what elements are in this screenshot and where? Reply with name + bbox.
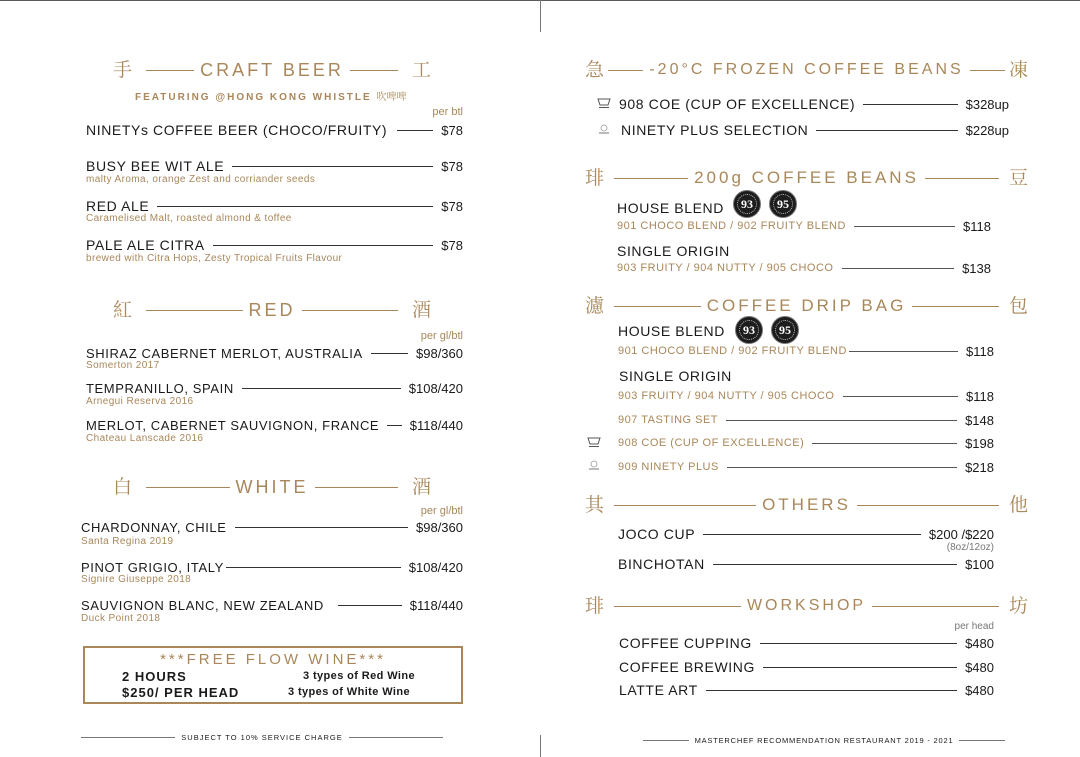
item-name: NINETY PLUS SELECTION [621,122,809,138]
drip-cj-left: 濾 [585,295,605,317]
featuring-cj: 吹啤啤 [376,92,407,103]
craft-beer-cj-left: 手 [113,59,133,81]
item-name: PALE ALE CITRA [86,237,205,253]
item-name: 909 NINETY PLUS [618,461,719,473]
menu-item [81,518,463,536]
item-name: BINCHOTAN [618,556,705,572]
free-flow-duration: 2 HOURS [122,669,187,684]
drip-title: COFFEE DRIP BAG [706,296,907,315]
menu-item [617,259,991,277]
featuring-line [135,88,406,103]
item-name: 901 CHOCO BLEND / 902 FRUITY BLEND [617,220,846,232]
item-name: PINOT GRIGIO, ITALY [81,559,224,575]
item-description: Caramelised Malt, roasted almond & toffee [86,213,292,224]
free-flow-title: ***FREE FLOW WINE*** [160,651,386,668]
others-header [585,493,1028,517]
item-price: $98/360 [416,519,463,535]
free-flow-red-note: 3 types of Red Wine [303,670,416,682]
beans-single-origin: SINGLE ORIGIN [617,243,730,259]
item-price: $118 [966,388,994,404]
item-name: 903 FRUITY / 904 NUTTY / 905 CHOCO [618,390,835,402]
menu-item [619,658,994,676]
workshop-unit: per head [954,621,994,632]
menu-item [86,157,463,175]
white-cj-left: 白 [113,476,133,498]
item-description: Duck Point 2018 [81,613,161,624]
footer-left [81,731,443,743]
item-name: 908 COE (CUP OF EXCELLENCE) [618,437,805,449]
item-name: SAUVIGNON BLANC, NEW ZEALAND [81,597,324,613]
frozen-cj-left: 急 [585,59,605,81]
others-title: OTHERS [762,495,851,514]
item-description: Somerton 2017 [86,360,160,371]
menu-item [619,681,994,699]
page-fold-top [540,0,541,32]
drip-header [585,294,1028,318]
red-cj-left: 紅 [113,299,133,321]
award-badge-93: 93 [733,190,761,218]
menu-item [86,236,463,254]
white-cj-right: 酒 [411,476,431,498]
award-badge-95: 95 [769,190,797,218]
drip-house-blend: HOUSE BLEND [618,323,725,339]
footer-right [643,734,1005,746]
featuring-text: FEATURING @HONG KONG WHISTLE [135,92,372,103]
item-description: malty Aroma, orange Zest and corriander seeds [86,174,316,185]
workshop-cj-left: 琲 [585,595,605,617]
white-header [113,475,431,499]
beans-cj-left: 琲 [585,167,605,189]
free-flow-white-note: 3 types of White Wine [288,686,410,698]
item-name: BUSY BEE WIT ALE [86,158,225,174]
item-name: 908 COE (CUP OF EXCELLENCE) [619,96,856,112]
beans-cj-right: 豆 [1008,167,1028,189]
item-price: $148 [965,412,994,428]
red-unit: per gl/btl [420,330,463,342]
item-price: $100 [965,556,994,572]
menu-item [618,525,994,543]
item-price: $118/440 [409,417,463,433]
menu-item [621,121,1009,139]
item-name: LATTE ART [619,682,698,698]
item-price: $480 [965,682,994,698]
craft-beer-header [113,58,431,82]
item-name: COFFEE BREWING [619,659,755,675]
beans-header [585,166,1028,190]
workshop-cj-right: 坊 [1008,595,1028,617]
item-name: NINETYs COFFEE BEER (CHOCO/FRUITY) [86,122,388,138]
menu-item [619,634,994,652]
menu-item [618,434,994,452]
white-title: WHITE [235,477,309,497]
red-cj-right: 酒 [412,299,432,321]
workshop-title: WORKSHOP [746,597,867,614]
menu-item [81,596,463,614]
item-name: JOCO CUP [618,526,696,542]
item-price: $78 [441,198,463,214]
red-header [113,298,431,322]
item-description: Arnegui Reserva 2016 [86,396,194,407]
menu-item [619,95,1009,113]
item-price: $328up [965,96,1009,112]
coe-cup-icon [587,436,601,448]
menu-item [618,411,994,429]
craft-beer-unit: per btl [432,106,463,118]
item-name: COFFEE CUPPING [619,635,752,651]
item-description: Signire Giuseppe 2018 [81,574,192,585]
menu-item [618,458,994,476]
item-name: MERLOT, CABERNET SAUVIGNON, FRANCE [86,417,380,433]
item-price: $118 [966,343,994,359]
menu-item [86,121,463,139]
item-size-note: (8oz/12oz) [946,542,994,553]
craft-beer-cj-right: 工 [411,59,431,81]
item-price: $118 [963,218,991,234]
others-cj-left: 其 [585,494,605,516]
masterchef-note: MASTERCHEF RECOMMENDATION RESTAURANT 2019 - 2021 [694,735,954,745]
item-price: $78 [441,158,463,174]
page-fold-bottom [540,735,541,757]
free-flow-box [83,646,463,704]
item-description: brewed with Citra Hops, Zesty Tropical Fruits Flavour [86,253,343,264]
menu-item [617,217,991,235]
white-unit: per gl/btl [420,505,463,517]
frozen-header [585,58,1028,82]
drip-single-origin: SINGLE ORIGIN [619,368,732,384]
beans-house-blend: HOUSE BLEND [617,200,724,216]
item-price: $108/420 [408,380,463,396]
beans-title: 200g COFFEE BEANS [694,168,919,187]
coe-cup-icon [597,97,611,109]
item-name: 901 CHOCO BLEND / 902 FRUITY BLEND [618,345,847,357]
workshop-header [585,594,1028,618]
menu-item [86,379,463,397]
item-name: CHARDONNAY, CHILE [81,519,227,535]
menu-item [618,555,994,573]
item-price: $228up [965,122,1009,138]
item-price: $480 [965,635,994,651]
ninety-plus-logo-icon [587,460,601,472]
item-price: $78 [441,237,463,253]
award-badge-95: 95 [771,316,799,344]
item-price: $198 [965,435,994,451]
menu-item [618,342,994,360]
item-price: $200 /$220 [928,526,994,542]
frozen-cj-right: 凍 [1009,59,1029,81]
frozen-title: -20°C FROZEN COFFEE BEANS [649,61,964,78]
item-name: RED ALE [86,198,150,214]
item-price: $118/440 [409,597,463,613]
item-price: $98/360 [416,345,463,361]
item-description: Santa Regina 2019 [81,536,174,547]
item-price: $218 [965,459,994,475]
free-flow-price: $250/ PER HEAD [122,685,240,700]
menu-item [86,416,463,434]
red-title: RED [248,300,296,320]
drip-cj-right: 包 [1009,295,1029,317]
item-name: 907 TASTING SET [618,414,719,426]
item-description: Chateau Lanscade 2016 [86,433,204,444]
item-price: $480 [965,659,994,675]
award-badge-93: 93 [735,316,763,344]
menu-item [618,387,994,405]
craft-beer-title: CRAFT BEER [200,60,344,80]
others-cj-right: 他 [1008,494,1028,516]
item-price: $108/420 [408,559,463,575]
item-price: $138 [962,260,991,276]
item-name: SHIRAZ CABERNET MERLOT, AUSTRALIA [86,345,363,361]
service-charge-note: SUBJECT TO 10% SERVICE CHARGE [181,732,343,742]
item-name: 903 FRUITY / 904 NUTTY / 905 CHOCO [617,262,834,274]
ninety-plus-logo-icon [597,124,611,136]
item-name: TEMPRANILLO, SPAIN [86,380,234,396]
item-price: $78 [441,122,463,138]
